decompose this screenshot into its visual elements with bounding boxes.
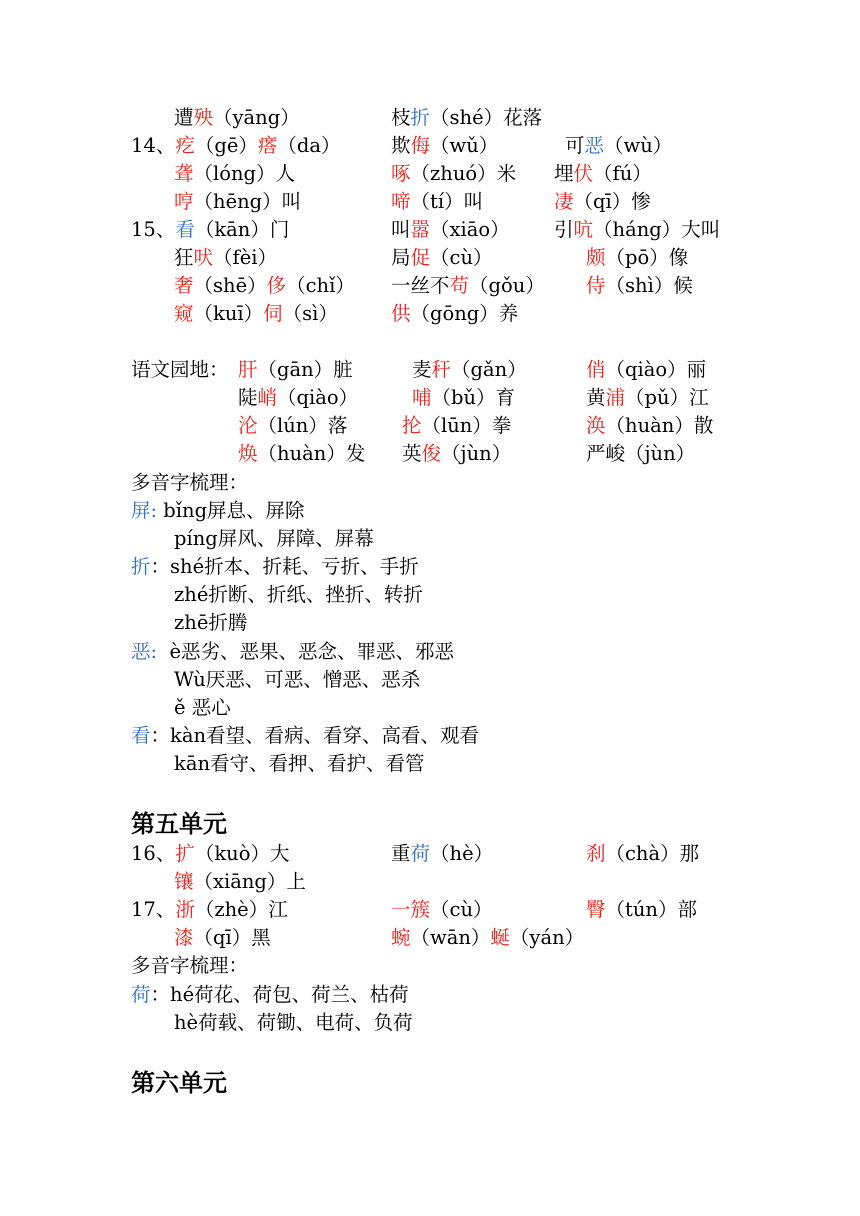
word-buyu: 哺（bǔ）育 <box>412 386 516 409</box>
polyphone-e-3: ě 恶心 <box>174 696 231 719</box>
word-yinhang: 引吭（háng）大叫 <box>554 218 721 241</box>
word-zhonghe: 重荷（hè） <box>391 842 494 865</box>
word-yicu: 一簇（cù） <box>391 898 493 921</box>
word-zhuomi: 啄（zhuó）米 <box>391 162 517 185</box>
word-kanmen: 15、看（kān）门 <box>131 218 290 241</box>
polyphone-he: 荷：hé荷花、荷包、荷兰、枯荷 <box>131 983 409 1006</box>
polyphone-he-2: hè荷载、荷锄、电荷、负荷 <box>174 1011 413 1034</box>
polyphone-zhe: 折：shé折本、折耗、亏折、手折 <box>131 555 419 578</box>
word-huangpujiang: 黄浦（pǔ）江 <box>586 386 709 409</box>
polyphone-title: 多音字梳理： <box>131 471 249 494</box>
word-kuisi: 窥（kuī）伺（sì） <box>174 302 338 325</box>
word-gongyang: 供（gōng）养 <box>391 302 519 325</box>
unit5-heading: 第五单元 <box>131 810 227 838</box>
word-longren: 聋（lóng）人 <box>174 162 296 185</box>
word-qiwu: 欺侮（wǔ） <box>391 134 499 157</box>
polyphone-zhe-2: zhé折断、折纸、挫折、转折 <box>174 583 423 606</box>
word-wanyan: 蜿（wān）蜒（yán） <box>391 926 585 949</box>
word-hengjiao: 哼（hēng）叫 <box>174 190 302 213</box>
unit5-polyphone-title: 多音字梳理： <box>131 954 249 977</box>
word-jiaoxiao: 叫嚣（xiāo） <box>391 218 510 241</box>
word-zaoyang: 遭殃（yāng） <box>174 106 300 129</box>
word-lunquan: 抡（lūn）拳 <box>402 414 512 437</box>
polyphone-kan-2: kān看守、看押、看护、看管 <box>174 752 425 775</box>
word-zhejiang: 17、浙（zhè）江 <box>131 898 288 921</box>
word-kuangfei: 狂吠（fèi） <box>174 246 278 269</box>
word-zhihua: 枝折（shé）花落 <box>391 106 543 129</box>
word-jucu: 局促（cù） <box>391 246 493 269</box>
word-chana: 刹（chà）那 <box>586 842 700 865</box>
word-qihei: 漆（qī）黑 <box>174 926 271 949</box>
word-yingjun: 英俊（jùn） <box>402 442 512 465</box>
word-huanfa: 焕（huàn）发 <box>238 442 366 465</box>
word-qican: 凄（qī）惨 <box>554 190 651 213</box>
word-yanjun: 严峻（jùn） <box>586 442 696 465</box>
garden-label: 语文园地： <box>131 358 229 381</box>
word-qiaoli: 俏（qiào）丽 <box>586 358 707 381</box>
polyphone-e: 恶: è恶劣、恶果、恶念、罪恶、邪恶 <box>131 640 455 663</box>
polyphone-kan: 看：kàn看望、看病、看穿、高看、观看 <box>131 724 480 747</box>
word-tijiao: 啼（tí）叫 <box>391 190 484 213</box>
word-tunbu: 臀（tún）部 <box>586 898 697 921</box>
word-yisibugou: 一丝不苟（gǒu） <box>391 274 545 297</box>
word-geda: 14、疙（gē）瘩（da） <box>131 134 341 157</box>
unit6-heading: 第六单元 <box>131 1069 227 1097</box>
polyphone-ping: 屏: bǐng屏息、屏除 <box>131 499 305 522</box>
word-lunluo: 沦（lún）落 <box>238 414 348 437</box>
word-shihou: 侍（shì）候 <box>586 274 693 297</box>
word-kewu: 可恶（wù） <box>565 134 673 157</box>
word-kuoda: 16、扩（kuò）大 <box>131 842 290 865</box>
polyphone-zhe-3: zhē折腾 <box>174 611 248 634</box>
word-shechi: 奢（shē）侈（chǐ） <box>174 274 355 297</box>
word-douqiao: 陡峭（qiào） <box>238 386 359 409</box>
polyphone-e-2: Wù厌恶、可恶、憎恶、恶杀 <box>174 668 421 691</box>
word-ganzang: 肝（gān）脏 <box>238 358 353 381</box>
word-poxiang: 颇（pō）像 <box>586 246 689 269</box>
word-maifu: 埋伏（fú） <box>554 162 652 185</box>
word-maigan: 麦秆（gǎn） <box>412 358 527 381</box>
word-xiangshang: 镶（xiāng）上 <box>174 870 306 893</box>
word-huansan: 涣（huàn）散 <box>586 414 714 437</box>
polyphone-ping-2: píng屏风、屏障、屏幕 <box>174 527 374 550</box>
